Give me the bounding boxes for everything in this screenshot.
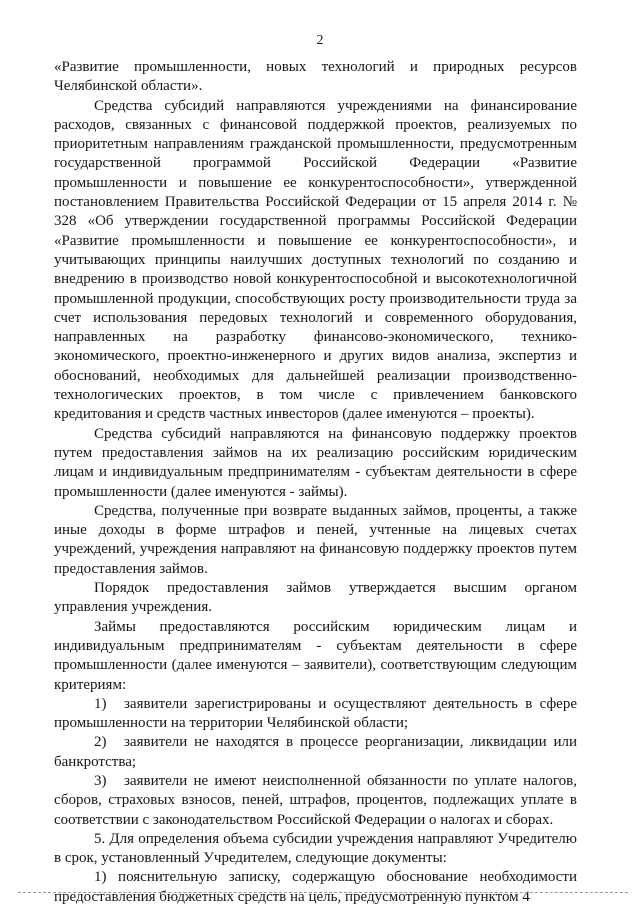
list-number: 2) — [94, 734, 107, 751]
paragraph: Порядок предоставления займов утверждается высшим органом управления учреждения. — [54, 580, 577, 616]
page-number: 2 — [316, 33, 324, 48]
list-item-text: заявители не имеют неисполненной обязанности по уплате налогов, сборов, страховых взносов, пеней, штрафов, процентов, подлежащих уплате в соответствии с законодательством Российской Федерации о налогах и сборах. — [54, 772, 577, 828]
paragraph: 5. Для определения объема субсидии учреждения направляют Учредителю в срок, установленный Учредителем, следующие документы: — [54, 830, 577, 867]
list-number: 3) — [94, 772, 107, 789]
list-item-text: заявители не находятся в процессе реорганизации, ликвидации или банкротства; — [54, 734, 577, 770]
scan-edge-divider — [18, 892, 628, 893]
list-item — [54, 695, 577, 734]
paragraph: Средства, полученные при возврате выданных займов, проценты, а также иные доходы в форме штрафов и пеней, учтенные на лицевых счетах учреждений, учреждения направляют на финансовую поддержку проектов путем предоставления займов. — [54, 502, 577, 577]
paragraph: Займы предоставляются российским юридическим лицам и индивидуальным предпринимателям - субъектам деятельности в сфере промышленности (далее именуются – заявители), соответствующим следующим критериям: — [54, 618, 577, 693]
paragraph: «Развитие промышленности, новых технологий и природных ресурсов Челябинской области». — [54, 59, 577, 95]
document-body — [54, 58, 577, 907]
list-item-text: заявители зарегистрированы и осуществляют деятельность в сфере промышленности на территории Челябинской области; — [54, 695, 577, 732]
paragraph: 1) пояснительную записку, содержащую обоснование необходимости предоставления бюджетных средств на цель, предусмотренную пунктом 4 — [54, 869, 577, 905]
list-item — [54, 772, 577, 830]
list-number: 1) — [94, 695, 107, 712]
list-item — [54, 733, 577, 772]
paragraph: Средства субсидий направляются на финансовую поддержку проектов путем предоставления займов на их реализацию российским юридическим лицам и индивидуальным предпринимателям - субъектам деятельности в сфере промышленности (далее именуются - займы). — [54, 425, 577, 500]
paragraph: Средства субсидий направляются учреждениями на финансирование расходов, связанных с финансовой поддержкой проектов, реализуемых по приоритетным направлениям гражданской промышленности, предусмотренным государственной программой Российской Федерации «Развитие промышленности и повышение ее конкурентоспособности», утвержденной постановлением Правительства Российской Федерации от 15 апреля 2014 г. № 328 «Об утверждении государственной программы Российской Федерации «Развитие промышленности и повышение ее конкурентоспособности», и учитывающих принципы наилучших доступных технологий по созданию и внедрению в производство новой конкурентоспособной и высокотехнологичной промышленной продукции, способствующих росту производительности труда за счет использования передовых технологий и современного оборудования, направленных на разработку финансово-экономического, технико-экономического, проектно-инженерного и других видов анализа, экспертиз и обоснований, необходимых для дальнейшей реализации производственно-технологических проектов, в том числе с привлечением банковского кредитования и средств частных инвесторов (далее именуются – проекты). — [54, 97, 577, 423]
